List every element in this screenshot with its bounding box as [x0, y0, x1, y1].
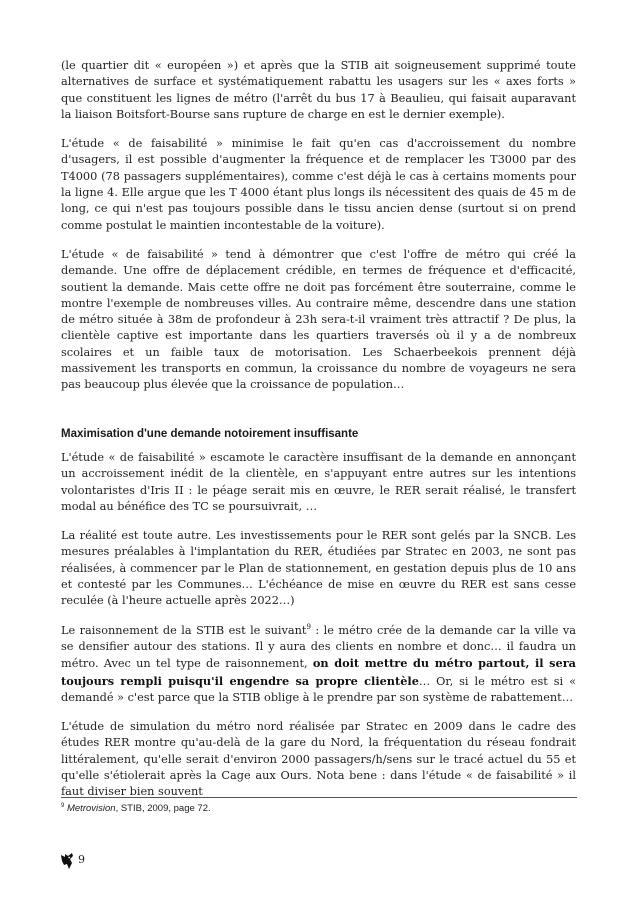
footnote: [61, 803, 576, 814]
emphasized-text: on doit mettre du métro partout, il sera toujours rempli puisqu'il engendre sa propre clientèle: [61, 656, 577, 688]
section-heading: Maximisation d'une demande notoirement insuffisante: [61, 427, 359, 440]
black-bird-logo-icon: [60, 852, 74, 870]
footnote-reference[interactable]: 9: [306, 622, 311, 631]
paragraph: L'étude « de faisabilité » escamote le caractère insuffisant de la demande en annonçant un accroissement inédit de la clientèle, en s'appuyant entre autres sur les intentions volontaristes d'Iris II : le péage serait mis en œuvre, le RER serait réalisé, le transfert modal au bénéfice des TC se poursuivrait, …: [61, 450, 576, 513]
page-body: [61, 58, 576, 814]
paragraph-text: : le métro crée de la demande car la ville va se densifier autour des stations. Il y aura des clients en nombre et donc… il faudra un métro. Avec un tel type de raisonnement,: [61, 623, 576, 671]
page-number: 9: [78, 853, 85, 866]
paragraph-text: Le raisonnement de la STIB est le suivant: [61, 623, 307, 637]
footnote-text: , STIB, 2009, page 72.: [115, 803, 211, 814]
footnote-number: 9: [61, 802, 65, 809]
paragraph: (le quartier dit « européen ») et après que la STIB ait soigneusement supprimé toute alternatives de surface et systématiquement rabattu les usagers sur les « axes forts » que constituent les lignes de métro (l'arrêt du bus 17 à Beaulieu, qui faisait auparavant la liaison Boitsfort-Bourse sans rupture de charge en est le dernier exemple).: [61, 59, 576, 121]
footnote-title: Metrovision: [66, 803, 116, 814]
paragraph-text: … Or, si le métro est si « demandé » c'est parce que la STIB oblige à le prendre par son système de rabattement…: [61, 674, 577, 704]
paragraph: La réalité est toute autre. Les investissements pour le RER sont gelés par la SNCB. Les mesures préalables à l'implantation du RER, étudiées par Stratec en 2003, ne sont pas réalisées, à commencer par le Plan de stationnement, en gestation depuis plus de 10 ans et contesté par les Communes… L'échéance de mise en œuvre du RER est sans cesse reculée (à l'heure actuelle après 2022…): [61, 529, 576, 608]
paragraph: L'étude « de faisabilité » minimise le fait qu'en cas d'accroissement du nombre d'usagers, il est possible d'augmenter la fréquence et de remplacer les T3000 par des T4000 (78 passagers supplémentaires), comme c'est déjà le cas à certains moments pour la ligne 4. Elle argue que les T 4000 étant plus longs ils nécessitent des quais de 45 m de long, ce qui n'est pas toujours possible dans le tissu ancien dense (surtout si on prend comme postulat le maintien incontestable de la voiture).: [61, 137, 576, 232]
footnote-divider: [61, 797, 577, 798]
reasoning-paragraph: [61, 623, 576, 706]
paragraph: L'étude de simulation du métro nord réalisée par Stratec en 2009 dans le cadre des études RER montre qu'au-delà de la gare du Nord, la fréquentation du réseau fondrait littéralement, qu'elle serait d'environ 2000 passagers/h/sens sur le tracé actuel du 55 et qu'elle s'étiolerait après la Cage aux Ours. Nota bene : dans l'étude « de faisabilité » il faut diviser bien souvent: [61, 720, 576, 799]
paragraph: L'étude « de faisabilité » tend à démontrer que c'est l'offre de métro qui créé la demande. Une offre de déplacement crédible, en termes de fréquence et d'efficacité, soutient la demande. Mais cette offre ne doit pas forcément être souterraine, comme le montre l'exemple de nombreuses villes. Au contraire même, descendre dans une station de métro située à 38m de profondeur à 23h sera-t-il vraiment très attractif ? De plus, la clientèle captive est importante dans les quartiers traversés où il y a de nombreux scolaires et un faible taux de motorisation. Les Schaerbeekois prennent déjà massivement les transports en commun, la croissance du nombre de voyageurs ne sera pas beaucoup plus élevée que la croissance de population…: [61, 247, 576, 392]
